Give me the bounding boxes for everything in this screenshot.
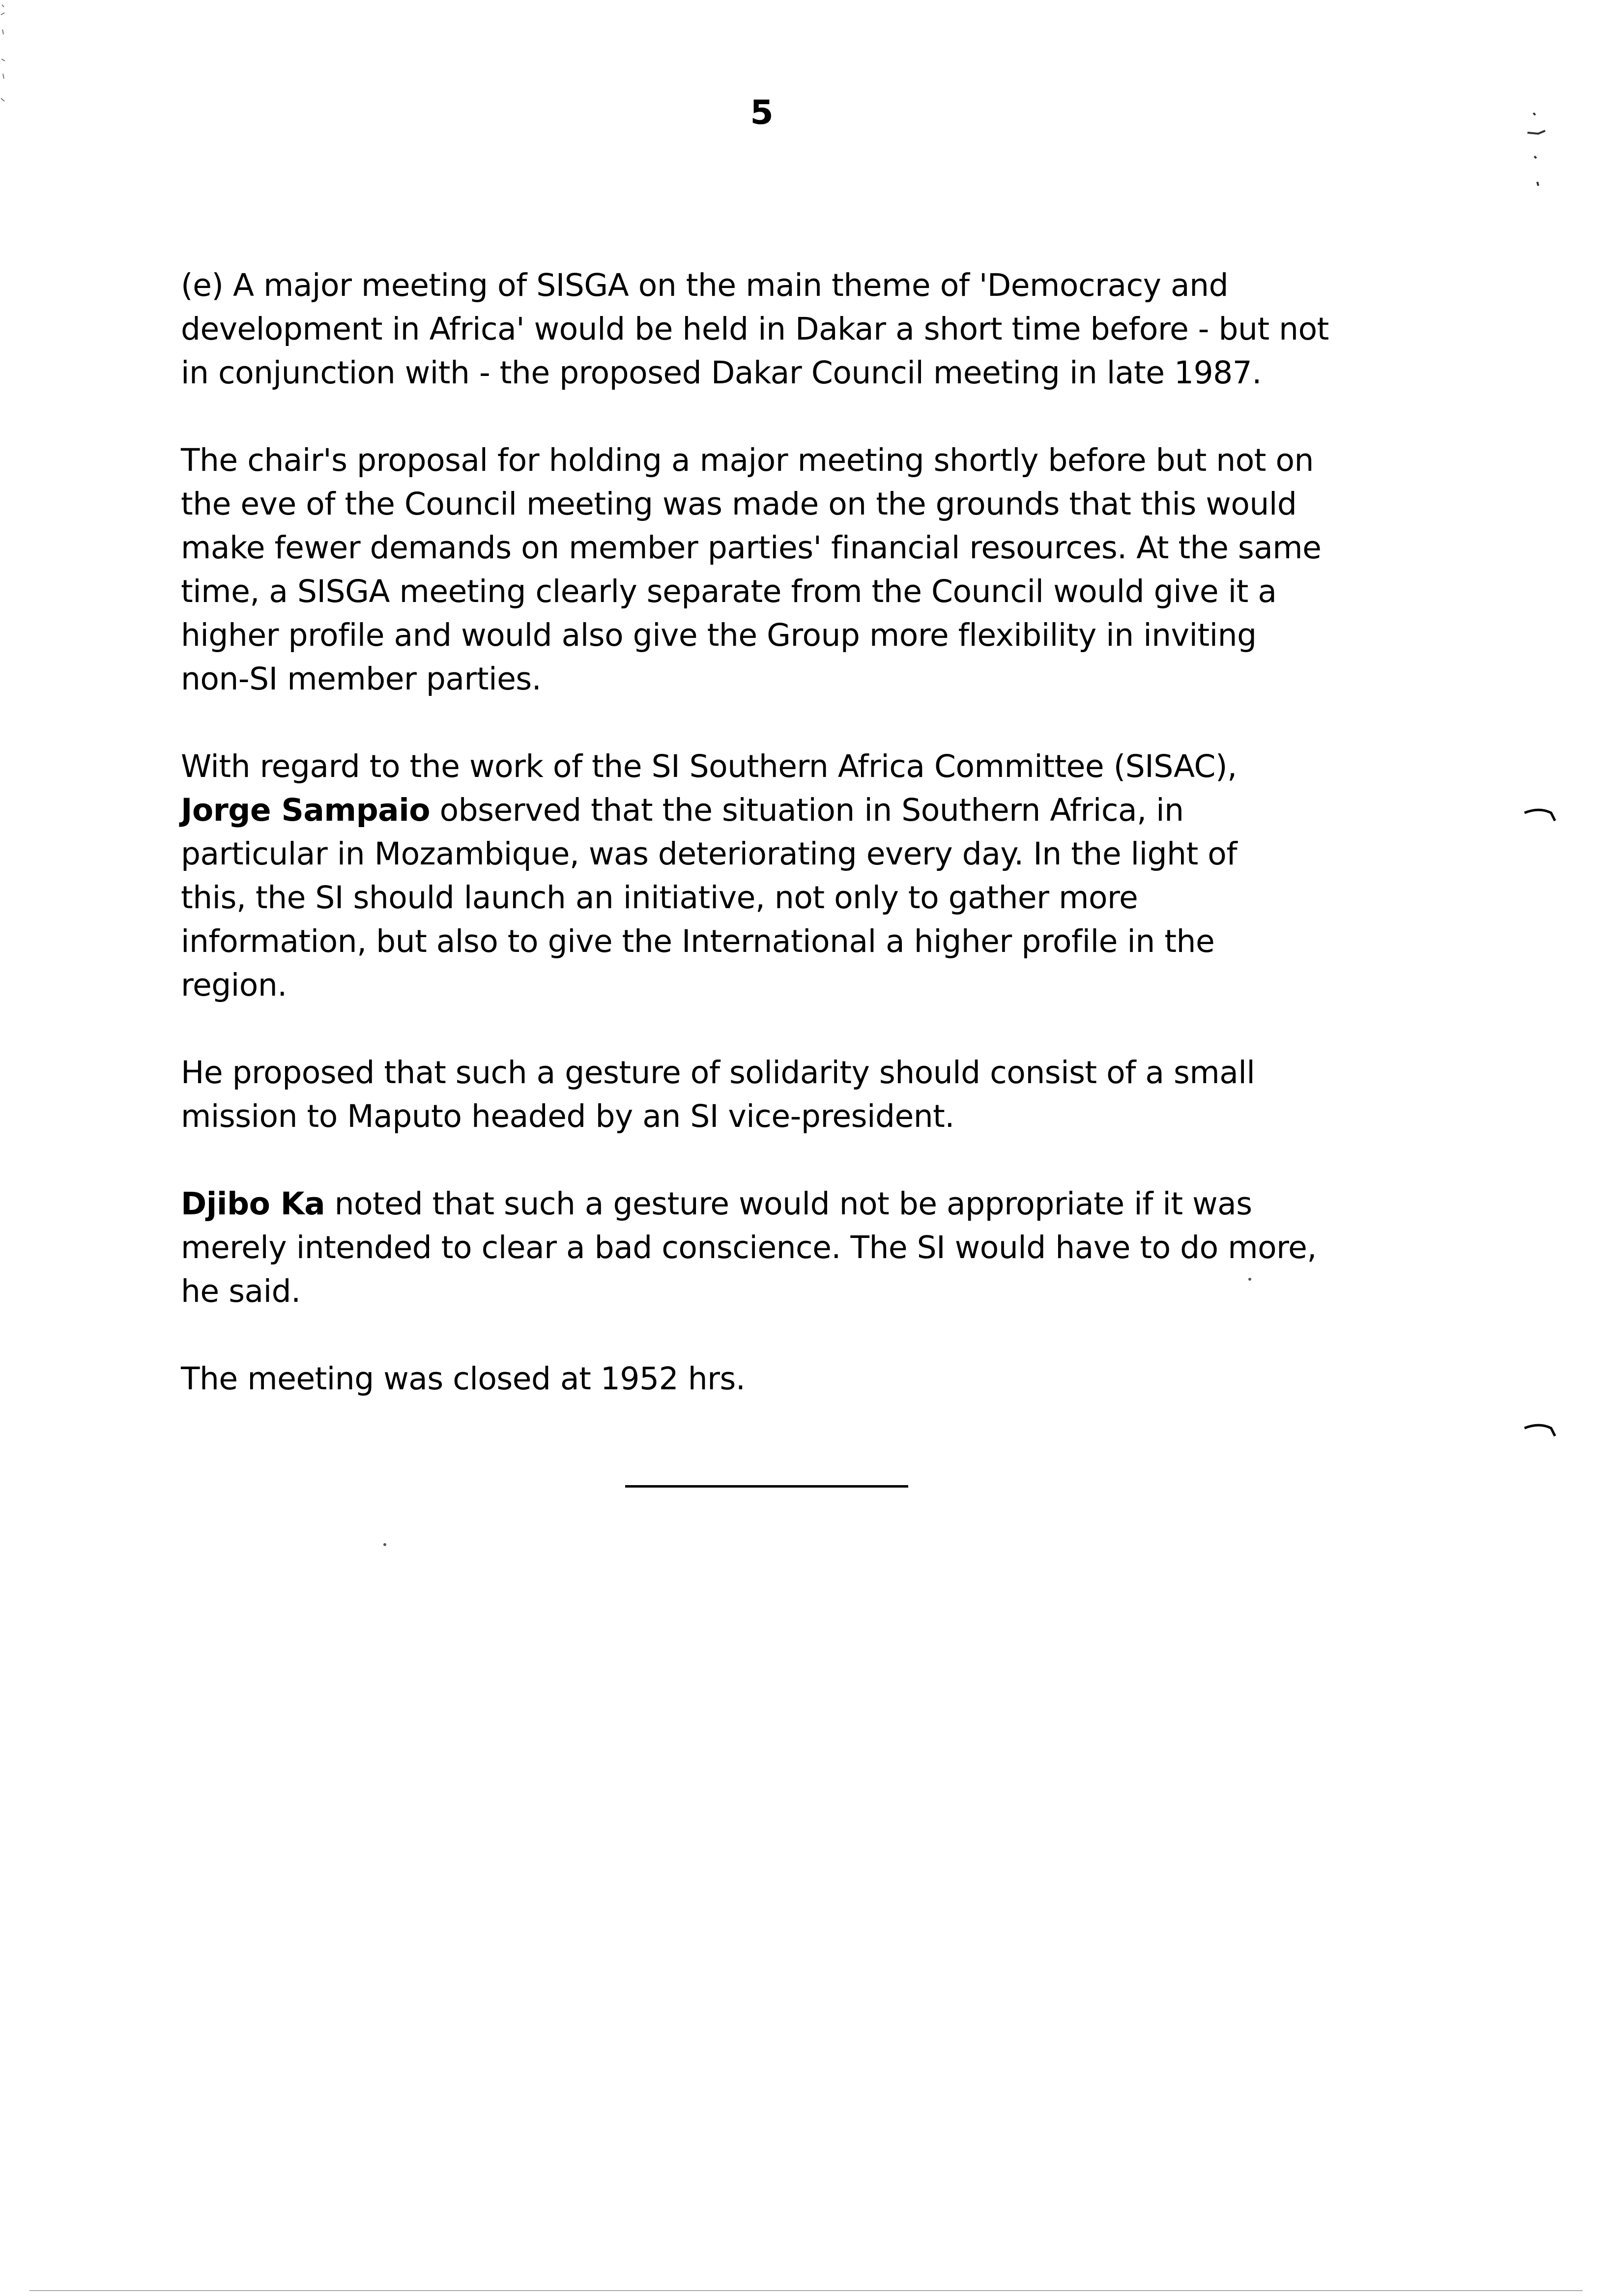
scan-speck — [383, 1543, 386, 1546]
margin-mark-middle-right — [1523, 806, 1558, 826]
margin-mark-lower-right — [1523, 1421, 1558, 1441]
scan-edge-artifact — [0, 0, 15, 128]
closing-rule — [625, 1485, 908, 1488]
paragraph-closing — [181, 1357, 1370, 1401]
margin-mark-top-right — [1524, 108, 1553, 192]
paragraph-item-e — [181, 263, 1370, 395]
text-line — [181, 788, 1370, 832]
text-line: information, but also to give the International a higher profile in the — [181, 923, 1215, 959]
paragraph-chair-proposal — [181, 438, 1370, 701]
paragraph-djibo-ka — [181, 1182, 1370, 1313]
text-line: make fewer demands on member parties' financial resources. At the same — [181, 530, 1322, 566]
scan-speck — [1248, 1278, 1251, 1281]
text-line: The chair's proposal for holding a major meeting shortly before but not on — [181, 442, 1314, 478]
speaker-name: Jorge Sampaio — [181, 792, 431, 828]
text-line: higher profile and would also give the Group more flexibility in inviting — [181, 617, 1257, 653]
text-line: in conjunction with - the proposed Dakar Council meeting in late 1987. — [181, 355, 1262, 391]
text-line: The meeting was closed at 1952 hrs. — [181, 1361, 746, 1397]
text-line: merely intended to clear a bad conscience. The SI would have to do more, — [181, 1230, 1317, 1265]
paragraph-solidarity-mission — [181, 1051, 1370, 1138]
text-line: With regard to the work of the SI Southern Africa Committee (SISAC), — [181, 748, 1237, 784]
text-line: development in Africa' would be held in Dakar a short time before - but not — [181, 311, 1329, 347]
paragraph-sisac — [181, 745, 1370, 1007]
page-number: 5 — [750, 93, 774, 132]
text-line: non-SI member parties. — [181, 661, 542, 697]
text-line: mission to Maputo headed by an SI vice-president. — [181, 1098, 954, 1134]
scan-bottom-edge — [29, 2290, 1583, 2291]
text-line: this, the SI should launch an initiative, not only to gather more — [181, 880, 1138, 916]
text-line: the eve of the Council meeting was made on the grounds that this would — [181, 486, 1297, 522]
text-line: region. — [181, 967, 287, 1003]
speaker-name: Djibo Ka — [181, 1186, 325, 1222]
text-line: particular in Mozambique, was deteriorating every day. In the light of — [181, 836, 1238, 872]
text-line: He proposed that such a gesture of solidarity should consist of a small — [181, 1055, 1255, 1091]
text-line-rest: noted that such a gesture would not be appropriate if it was — [325, 1186, 1252, 1222]
text-line: (e) A major meeting of SISGA on the main theme of 'Democracy and — [181, 267, 1229, 303]
text-line-rest: observed that the situation in Southern Africa, in — [430, 792, 1184, 828]
document-body — [181, 263, 1370, 1444]
text-line: time, a SISGA meeting clearly separate from the Council would give it a — [181, 574, 1277, 609]
text-line: he said. — [181, 1273, 301, 1309]
text-line — [181, 1182, 1370, 1226]
